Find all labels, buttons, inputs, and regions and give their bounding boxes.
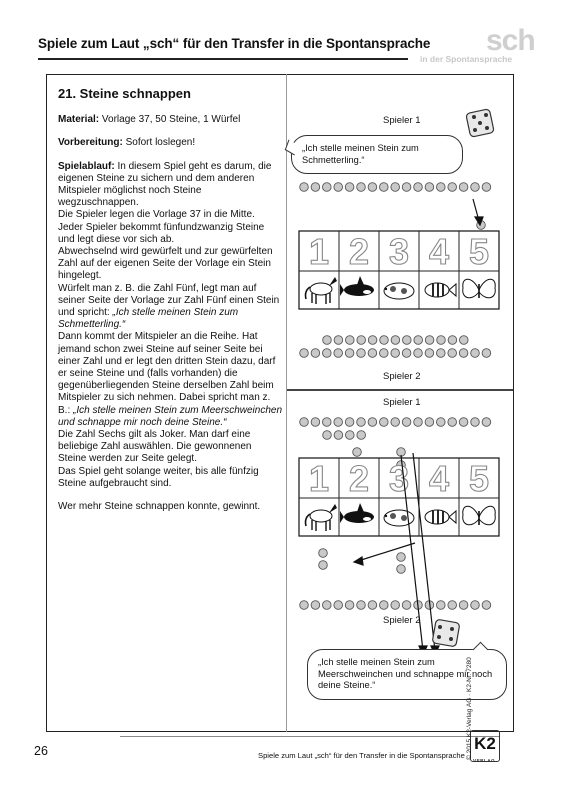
board-top [299, 231, 499, 309]
stone [323, 418, 332, 427]
k2-logo: K2 [470, 730, 500, 762]
stone [323, 349, 332, 358]
stone [319, 549, 328, 558]
spielablauf-4: Würfelt man z. B. die Zahl Fünf, legt man auf seiner Seite der Vorlage zur Zahl Fünf einen Stein und spricht: [58, 282, 280, 319]
stone [414, 349, 423, 358]
stone [346, 431, 355, 440]
stone [334, 431, 343, 440]
stone [357, 431, 366, 440]
stone [402, 349, 411, 358]
orca-icon [340, 503, 374, 523]
stones-row-bottom [300, 549, 491, 610]
stone [380, 418, 389, 427]
stone [448, 336, 457, 345]
stone [402, 183, 411, 192]
stone [397, 553, 406, 562]
page-number: 26 [34, 744, 48, 758]
vorbereitung-label: Vorbereitung: [58, 137, 123, 149]
stone [357, 349, 366, 358]
stone [459, 349, 468, 358]
stone [345, 601, 354, 610]
end-line: Wer mehr Steine schnappen konnte, gewinnt. [58, 501, 261, 513]
stone [414, 336, 423, 345]
stone [357, 601, 366, 610]
board-number: 3 [388, 458, 410, 499]
material-text: Vorlage 37, 50 Steine, 1 Würfel [99, 114, 241, 126]
stone [300, 183, 309, 192]
footer-text: Spiele zum Laut „sch“ für den Transfer in die Spontansprache [258, 751, 465, 760]
stone [403, 336, 412, 345]
horse-icon [306, 504, 338, 531]
stone [414, 418, 423, 427]
stone [323, 431, 332, 440]
stone [391, 336, 400, 345]
header-logo: sch [486, 24, 535, 57]
stone [482, 349, 491, 358]
game-title: 21. Steine schnappen [58, 86, 191, 101]
stone [460, 336, 469, 345]
stone [471, 601, 480, 610]
stone [482, 183, 491, 192]
stone [323, 183, 332, 192]
board-number: 2 [348, 231, 370, 272]
stone [380, 183, 389, 192]
fish-icon [425, 283, 456, 297]
stone [357, 336, 366, 345]
stone [437, 183, 446, 192]
illustration-column [287, 75, 513, 731]
stone [346, 336, 355, 345]
stone [311, 601, 320, 610]
stone [437, 418, 446, 427]
k2-logo-sub: VERLAG [473, 758, 496, 763]
stone [323, 336, 332, 345]
stone [334, 601, 343, 610]
speech-bubble-top: „Ich stelle meinen Stein zum Schmetterling.“ [291, 135, 463, 174]
stone [391, 418, 400, 427]
stone [368, 349, 377, 358]
stone [448, 349, 457, 358]
vorbereitung-line [58, 137, 282, 149]
board-number: 5 [468, 458, 490, 499]
stone [334, 183, 343, 192]
board-number: 3 [388, 231, 410, 272]
stone [357, 183, 366, 192]
stone [334, 336, 343, 345]
stone [357, 418, 366, 427]
vorbereitung-text: Sofort loslegen! [122, 137, 196, 149]
stone [380, 349, 389, 358]
instructions-column [58, 88, 282, 524]
material-label: Material: [58, 114, 100, 126]
spielablauf-1: In diesem Spiel geht es darum, die eigenen Steine zu sichern und dem anderen Mitspieler möglichst noch Steine wegzuschnappen. [58, 160, 272, 209]
stones-row-mid [300, 336, 491, 358]
stone [425, 349, 434, 358]
stone [380, 601, 389, 610]
horse-icon [306, 277, 338, 304]
stone [345, 418, 354, 427]
spielablauf-label: Spielablauf: [58, 160, 115, 172]
board-number: 1 [308, 458, 330, 499]
stone [437, 349, 446, 358]
stone [311, 183, 320, 192]
stones-row-top [300, 183, 491, 230]
stone [391, 349, 400, 358]
stone [448, 601, 457, 610]
stone [311, 349, 320, 358]
stone [397, 565, 406, 574]
stone [414, 183, 423, 192]
stone [437, 601, 446, 610]
stone [459, 418, 468, 427]
section-separator [287, 389, 513, 391]
guinea-pig-icon [384, 510, 414, 526]
stone [334, 418, 343, 427]
spielablauf-3: Abwechselnd wird gewürfelt und zur gewürfelten Zahl auf der eigenen Seite der Vorlage ein Stein hingelegt. [58, 246, 273, 282]
header-logo-sub: in der Spontansprache [420, 54, 513, 64]
stone [471, 418, 480, 427]
stone [425, 418, 434, 427]
stone [334, 349, 343, 358]
dice-top-icon [466, 109, 494, 137]
butterfly-icon [463, 279, 496, 298]
spielablauf-5: Dann kommt der Mitspieler an die Reihe. Hat jemand schon zwei Steine auf seiner Seite bei einer Zahl und er legt den dritten Stein dazu, darf er seine Steine und (falls vorhanden) die gegenüberliegenden Steine derselben Zahl beim Mitspieler zu sich nehmen. Dabei spricht man z. B.: [58, 331, 276, 416]
spieler2-top-label: Spieler 2 [383, 371, 421, 382]
stone [391, 183, 400, 192]
board-number: 4 [428, 231, 450, 272]
stone [368, 418, 377, 427]
stone [402, 418, 411, 427]
stone [459, 183, 468, 192]
stone [471, 183, 480, 192]
stone [437, 336, 446, 345]
stone [300, 418, 309, 427]
stone [345, 183, 354, 192]
stone [482, 418, 491, 427]
spielablauf-block [58, 161, 282, 490]
stone [425, 336, 434, 345]
board-number: 2 [348, 458, 370, 499]
stone [368, 183, 377, 192]
material-line [58, 114, 282, 126]
stone [471, 349, 480, 358]
fish-icon [425, 510, 456, 524]
stone [391, 601, 400, 610]
stone [402, 601, 411, 610]
header-rule [38, 58, 408, 60]
quote-2: „Ich stelle meinen Stein zum Meerschweinchen und schnappe mir noch deine Steine.“ [58, 404, 282, 428]
spielablauf-6: Die Zahl Sechs gilt als Joker. Man darf eine beliebige Zahl auswählen. Die gewonnenen Steine werden zur Seite gelegt. [58, 429, 252, 465]
guinea-pig-icon [384, 283, 414, 299]
stone [353, 448, 362, 457]
spieler1-top-label: Spieler 1 [383, 115, 421, 126]
butterfly-icon [463, 506, 496, 525]
copyright-side: © 2015 K2-Verlag AG · K2-Nr. 7280 [466, 657, 473, 760]
stone [311, 418, 320, 427]
orca-icon [340, 276, 374, 296]
stone [368, 336, 377, 345]
board-number: 4 [428, 458, 450, 499]
stone [482, 601, 491, 610]
board-number: 5 [468, 231, 490, 272]
stone [368, 601, 377, 610]
board-bottom [299, 458, 499, 536]
spieler1-bottom-label: Spieler 1 [383, 397, 421, 408]
spielablauf-2: Die Spieler legen die Vorlage 37 in die Mitte. Jeder Spieler bekommt fünfundzwanzig Steine und legt diese vor sich ab. [58, 209, 265, 245]
stone [448, 418, 457, 427]
dice-bottom-icon [432, 619, 460, 647]
speech-bubble-bottom: „Ich stelle meinen Stein zum Meerschweinchen und schnappe mir noch deine Steine.“ [307, 649, 507, 700]
stone [345, 349, 354, 358]
board-number: 1 [308, 231, 330, 272]
footer-rule [120, 736, 500, 737]
stone [459, 601, 468, 610]
stone [300, 349, 309, 358]
stone [319, 561, 328, 570]
header-title: Spiele zum Laut „sch“ für den Transfer in die Spontansprache [38, 36, 431, 51]
stone [300, 601, 309, 610]
stone [323, 601, 332, 610]
spieler2-bottom-label: Spieler 2 [383, 615, 421, 626]
quote-1: „Ich stelle meinen Stein zum Schmetterling.“ [58, 307, 239, 331]
spielablauf-7: Das Spiel geht solange weiter, bis alle fünfzig Steine aufgebraucht sind. [58, 465, 259, 489]
stone [425, 183, 434, 192]
stone [380, 336, 389, 345]
stone [448, 183, 457, 192]
